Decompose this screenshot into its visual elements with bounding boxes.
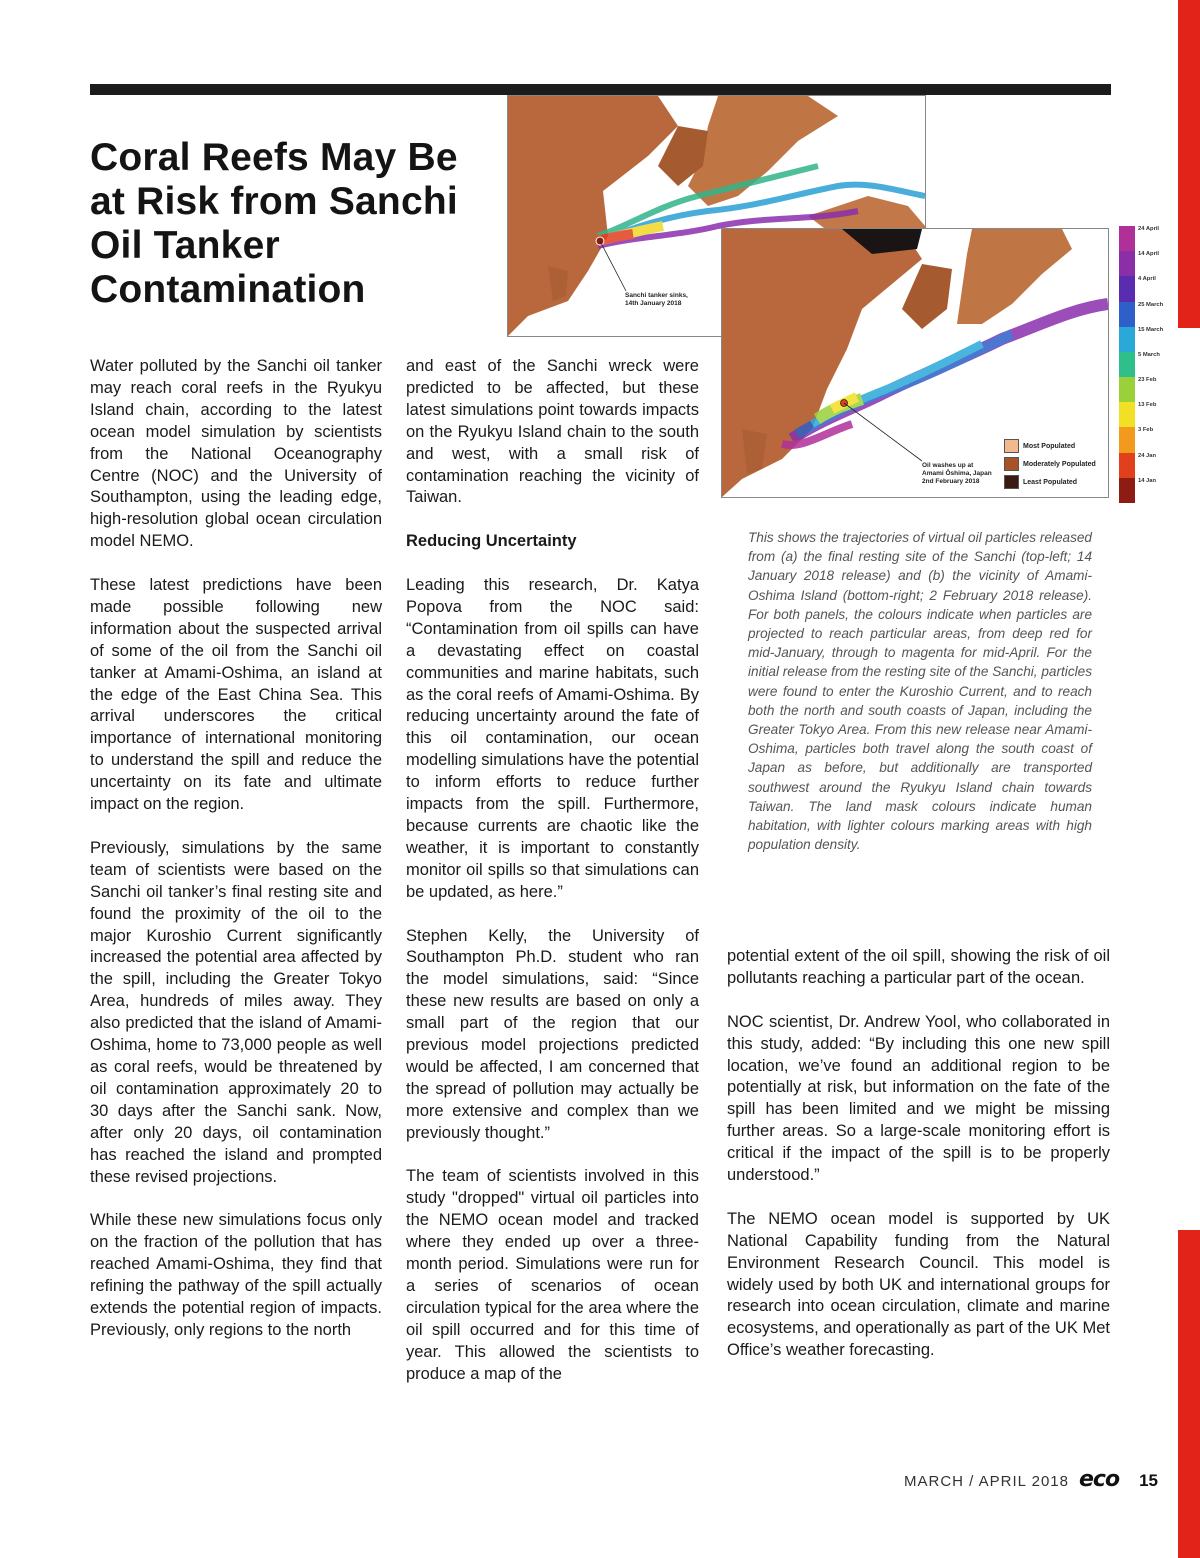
date-legend-label: 14 April (1138, 251, 1160, 258)
date-legend-swatch (1119, 427, 1135, 452)
map1-label-line1: Sanchi tanker sinks, (625, 292, 688, 299)
date-legend-label: 24 April (1138, 226, 1160, 232)
population-label: Least Populated (1023, 478, 1078, 486)
date-legend-label: 24 Jan (1138, 452, 1157, 459)
red-edge-tab-bottom (1178, 1230, 1200, 1558)
magazine-logo: eco (1079, 1467, 1120, 1492)
population-legend-item (1004, 437, 1096, 455)
map2-label-line3: 2nd February 2018 (922, 478, 980, 485)
paragraph: and east of the Sanchi wreck were predicted to be affected, but these latest simulations point towards impacts on the Ryukyu Island chain to the south and west, with a small risk of contamination reaching the vicinity of Taiwan. (406, 357, 699, 507)
date-legend-label: 3 Feb (1138, 427, 1154, 434)
date-legend-label: 23 Feb (1138, 377, 1157, 384)
paragraph: Previously, simulations by the same team of scientists were based on the Sanchi oil tanker’s final resting site and found the proximity of the oil to the major Kuroshio Current significantly increased the potential area affected by the spill, including the Greater Tokyo Area, hundreds of miles away. They also predicted that the island of Amami-Oshima, home to 73,000 people as well as coral reefs, would be threatened by oil contamination approximately 20 to 30 days after the Sanchi sank. Now, after only 20 days, oil contamination has reached the island and prompted these revised projections. (90, 838, 382, 1186)
date-legend-label: 15 March (1138, 326, 1164, 333)
date-legend-label: 5 March (1138, 351, 1160, 358)
article-title: Coral Reefs May Be at Risk from Sanchi Oil Tanker Contamination (90, 136, 458, 311)
population-label: Moderately Populated (1023, 460, 1096, 468)
article-column-3 (727, 946, 1110, 1362)
date-legend-label: 14 Jan (1138, 477, 1157, 484)
paragraph: potential extent of the oil spill, showing the risk of oil pollutants reaching a particular part of the ocean. (727, 947, 1110, 987)
population-label: Most Populated (1023, 442, 1076, 450)
date-color-legend (1119, 226, 1135, 503)
date-legend-swatch (1119, 226, 1135, 251)
map2-label-line2: Amami Ōshima, Japan (922, 470, 992, 477)
population-swatch (1004, 475, 1019, 489)
population-swatch (1004, 457, 1019, 471)
page-footer (904, 1467, 1158, 1492)
population-swatch (1004, 439, 1019, 453)
issue-date: MARCH / APRIL 2018 (903, 1473, 1069, 1490)
population-legend-item (1004, 455, 1096, 473)
paragraph: These latest predictions have been made possible following new information about the suspected arrival of some of the oil from the Sanchi oil tanker at Amami-Oshima, an island at the edge of the East China Sea. This arrival underscores the critical importance of international monitoring to understand the spill and reduce the uncertainty on its fate and ultimate impact on the region. (90, 576, 382, 814)
date-legend-label: 4 April (1138, 276, 1156, 283)
population-legend (1004, 437, 1096, 491)
population-legend-item (1004, 473, 1096, 491)
paragraph: Stephen Kelly, the University of Southampton Ph.D. student who ran the model simulations, said: “Since these new results are based on only a small part of the region that our previous model projections predicted would be affected, I am concerned that the spread of pollution may actually be more extensive and complex than we previously thought.” (406, 926, 699, 1142)
paragraph: Leading this research, Dr. Katya Popova from the NOC said: “Contamination from oil spills can have a devastating effect on coastal communities and marine habitats, such as the coral reefs of Amami-Oshima. By reducing uncertainty around the fate of this oil contamination, our ocean modelling simulations have the potential to inform efforts to reduce further impacts from the spill. Furthermore, because currents are chaotic like the weather, it is important to constantly monitor oil spills so that simulations can be updated, as here.” (406, 576, 699, 901)
map1-label-line2: 14th January 2018 (625, 300, 682, 307)
figure-caption: This shows the trajectories of virtual oil particles released from (a) the final resting site of the Sanchi (top-left; 14 January 2018 release) and (b) the vicinity of Amami-Oshima Island (bottom-right; 2 February 2018 release). For both panels, the colours indicate when particles are projected to reach particular areas, from deep red for mid-January, through to magenta for mid-April. For the initial release from the resting site of the Sanchi, particles were found to enter the Kuroshio Current, and to reach both the north and south coasts of Japan, including the Greater Tokyo Area. From this new release near Amami-Oshima, particles both travel along the south coast of Japan as before, but additionally are transported southwest around the Ryukyu Island chain towards Taiwan. The land mask colours indicate human habitation, with lighter colours marking areas with high population density. (748, 530, 1092, 853)
date-legend-swatch (1119, 352, 1135, 377)
paragraph: The team of scientists involved in this study "dropped" virtual oil particles into the NEMO ocean model and tracked where they ended up over a three-month period. Simulations were run for a series of scenarios of ocean circulation typical for the area where the oil spill occurred and for this time of year. This allowed the scientists to produce a map of the (406, 1167, 699, 1383)
date-legend-swatch (1119, 478, 1135, 503)
page-number: 15 (1139, 1471, 1158, 1490)
article-column-2 (406, 356, 699, 1386)
date-legend-swatch (1119, 302, 1135, 327)
date-legend-swatch (1119, 402, 1135, 427)
paragraph: While these new simulations focus only on the fraction of the pollution that has reached Amami-Oshima, they find that refining the pathway of the spill actually extends the potential region of impacts. Previously, only regions to the north (90, 1211, 382, 1339)
date-legend-label: 25 March (1138, 301, 1164, 308)
article-column-1 (90, 356, 382, 1342)
header-rule (90, 84, 1111, 95)
date-legend-label: 13 Feb (1138, 402, 1157, 409)
date-legend-swatch (1119, 327, 1135, 352)
date-legend-swatch (1119, 453, 1135, 478)
date-legend-swatch (1119, 251, 1135, 276)
section-heading: Reducing Uncertainty (406, 532, 577, 551)
paragraph: The NEMO ocean model is supported by UK National Capability funding from the Natural Environment Research Council. This model is widely used by both UK and international groups for research into ocean circulation, climate and marine ecosystems, and operationally as part of the UK Met Office’s weather forecasting. (727, 1209, 1110, 1360)
date-legend-swatch (1119, 276, 1135, 301)
map2-label-line1: Oil washes up at (922, 462, 974, 469)
paragraph: Water polluted by the Sanchi oil tanker may reach coral reefs in the Ryukyu Island chain, according to the latest ocean model simulation by scientists from the National Oceanography Centre (NOC) and the University of Southampton, using the leading edge, high-resolution global ocean circulation model NEMO. (90, 357, 382, 551)
date-legend-swatch (1119, 377, 1135, 402)
red-edge-tab-top (1178, 0, 1200, 328)
paragraph: NOC scientist, Dr. Andrew Yool, who collaborated in this study, added: “By including this one new spill location, we’ve found an additional region to be potentially at risk, but information on the fate of the spill has been limited and we might be missing further areas. So a large-scale monitoring effort is critical if the impact of the spill is to be properly understood.” (727, 1012, 1110, 1185)
